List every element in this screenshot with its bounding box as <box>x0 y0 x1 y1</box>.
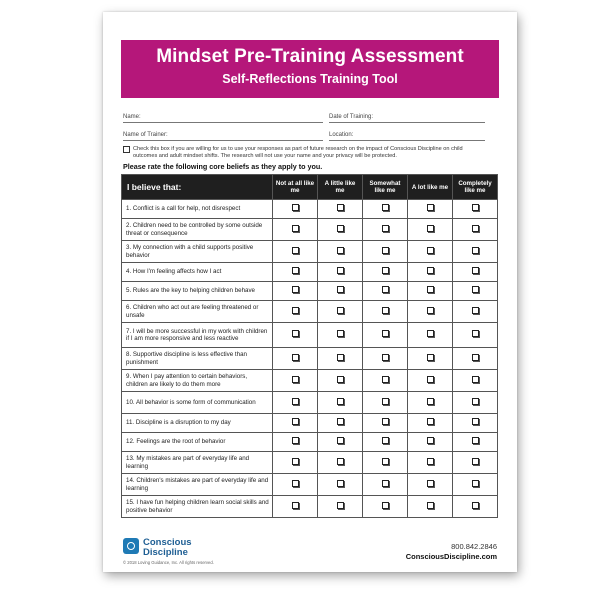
belief-row <box>122 219 498 241</box>
rating-cell <box>363 301 408 323</box>
belief-statement: 7. I will be more successful in my work with children if I am more responsive and less reactive <box>122 323 273 348</box>
rating-cell <box>273 474 318 496</box>
belief-row <box>122 301 498 323</box>
consent-checkbox[interactable] <box>123 146 130 153</box>
rating-checkbox[interactable] <box>292 267 299 274</box>
assessment-document <box>103 12 517 572</box>
rating-cell <box>408 200 453 219</box>
rating-checkbox[interactable] <box>472 418 479 425</box>
rating-checkbox[interactable] <box>382 458 389 465</box>
belief-row <box>122 323 498 348</box>
rating-checkbox[interactable] <box>337 225 344 232</box>
rating-cell <box>273 301 318 323</box>
rating-checkbox[interactable] <box>427 204 434 211</box>
rating-checkbox[interactable] <box>472 437 479 444</box>
rating-cell <box>363 200 408 219</box>
rating-cell <box>273 348 318 370</box>
logo-icon <box>123 538 139 554</box>
belief-row <box>122 392 498 414</box>
rating-checkbox[interactable] <box>337 307 344 314</box>
rating-cell <box>318 200 363 219</box>
rating-cell <box>453 263 498 282</box>
rating-checkbox[interactable] <box>472 502 479 509</box>
name-field[interactable]: Name: <box>123 114 323 123</box>
rating-cell <box>273 282 318 301</box>
rating-checkbox[interactable] <box>292 225 299 232</box>
belief-statement: 14. Children's mistakes are part of everyday life and learning <box>122 474 273 496</box>
rating-checkbox[interactable] <box>337 204 344 211</box>
rating-cell <box>318 263 363 282</box>
rating-cell <box>363 452 408 474</box>
rating-cell <box>408 496 453 518</box>
rating-checkbox[interactable] <box>337 398 344 405</box>
rating-cell <box>453 433 498 452</box>
rating-checkbox[interactable] <box>427 225 434 232</box>
rating-cell <box>273 452 318 474</box>
rating-cell <box>453 414 498 433</box>
rating-checkbox[interactable] <box>292 502 299 509</box>
rating-checkbox[interactable] <box>427 437 434 444</box>
rating-checkbox[interactable] <box>427 502 434 509</box>
rating-checkbox[interactable] <box>382 267 389 274</box>
rating-checkbox[interactable] <box>382 247 389 254</box>
rating-column-header: A lot like me <box>408 175 453 200</box>
logo-line-1: Conscious <box>143 537 192 548</box>
belief-statement: 2. Children need to be controlled by some outside threat or consequence <box>122 219 273 241</box>
rating-column-header: Not at all like me <box>273 175 318 200</box>
rating-cell <box>363 323 408 348</box>
rating-checkbox[interactable] <box>472 458 479 465</box>
rating-cell <box>408 219 453 241</box>
logo-wordmark <box>143 538 263 557</box>
rating-checkbox[interactable] <box>382 480 389 487</box>
rating-checkbox[interactable] <box>337 247 344 254</box>
rating-cell <box>408 370 453 392</box>
rating-checkbox[interactable] <box>427 307 434 314</box>
rating-cell <box>363 241 408 263</box>
rating-checkbox[interactable] <box>382 225 389 232</box>
rating-checkbox[interactable] <box>427 247 434 254</box>
rating-checkbox[interactable] <box>382 398 389 405</box>
rating-cell <box>408 348 453 370</box>
rating-checkbox[interactable] <box>337 418 344 425</box>
rating-cell <box>273 433 318 452</box>
belief-statement: 8. Supportive discipline is less effective than punishment <box>122 348 273 370</box>
rating-cell <box>453 392 498 414</box>
rating-cell <box>408 433 453 452</box>
belief-statement: 1. Conflict is a call for help, not disrespect <box>122 200 273 219</box>
rating-checkbox[interactable] <box>427 398 434 405</box>
copyright-text: © 2018 Loving Guidance, Inc. All rights reserved. <box>123 560 214 565</box>
rating-checkbox[interactable] <box>337 458 344 465</box>
rating-checkbox[interactable] <box>382 376 389 383</box>
belief-row <box>122 452 498 474</box>
rating-checkbox[interactable] <box>382 307 389 314</box>
rating-checkbox[interactable] <box>472 225 479 232</box>
rating-checkbox[interactable] <box>382 204 389 211</box>
rating-instruction: Please rate the following core beliefs as they apply to you. <box>123 162 323 171</box>
rating-cell <box>408 392 453 414</box>
rating-cell <box>273 241 318 263</box>
rating-cell <box>318 433 363 452</box>
rating-cell <box>273 219 318 241</box>
belief-statement: 6. Children who act out are feeling threatened or unsafe <box>122 301 273 323</box>
rating-cell <box>318 452 363 474</box>
rating-cell <box>318 414 363 433</box>
title-banner <box>121 40 499 98</box>
rating-cell <box>318 496 363 518</box>
rating-checkbox[interactable] <box>292 437 299 444</box>
rating-checkbox[interactable] <box>427 267 434 274</box>
rating-checkbox[interactable] <box>427 458 434 465</box>
rating-checkbox[interactable] <box>337 330 344 337</box>
rating-checkbox[interactable] <box>382 330 389 337</box>
rating-cell <box>408 241 453 263</box>
rating-cell <box>363 414 408 433</box>
rating-checkbox[interactable] <box>382 354 389 361</box>
research-consent <box>123 146 493 160</box>
rating-checkbox[interactable] <box>472 247 479 254</box>
rating-cell <box>273 370 318 392</box>
belief-statement: 9. When I pay attention to certain behaviors, children are likely to do them more <box>122 370 273 392</box>
rating-cell <box>273 323 318 348</box>
rating-cell <box>363 496 408 518</box>
rating-cell <box>318 392 363 414</box>
rating-checkbox[interactable] <box>292 286 299 293</box>
belief-row <box>122 414 498 433</box>
rating-checkbox[interactable] <box>292 376 299 383</box>
document-subtitle: Self-Reflections Training Tool <box>222 72 398 86</box>
rating-cell <box>363 263 408 282</box>
rating-column-header: A little like me <box>318 175 363 200</box>
rating-cell <box>273 496 318 518</box>
rating-cell <box>453 219 498 241</box>
rating-checkbox[interactable] <box>292 247 299 254</box>
belief-row <box>122 282 498 301</box>
rating-cell <box>273 200 318 219</box>
rating-checkbox[interactable] <box>472 330 479 337</box>
rating-checkbox[interactable] <box>472 286 479 293</box>
rating-cell <box>318 241 363 263</box>
belief-column-header: I believe that: <box>122 175 273 200</box>
rating-cell <box>453 474 498 496</box>
rating-cell <box>363 433 408 452</box>
rating-cell <box>453 282 498 301</box>
contact-info <box>406 542 497 562</box>
rating-cell <box>408 474 453 496</box>
rating-cell <box>318 219 363 241</box>
rating-checkbox[interactable] <box>292 307 299 314</box>
rating-cell <box>453 301 498 323</box>
phone-number: 800.842.2846 <box>451 542 497 551</box>
rating-checkbox[interactable] <box>337 480 344 487</box>
rating-checkbox[interactable] <box>292 480 299 487</box>
rating-checkbox[interactable] <box>472 376 479 383</box>
belief-statement: 4. How I'm feeling affects how I act <box>122 263 273 282</box>
rating-cell <box>453 496 498 518</box>
rating-checkbox[interactable] <box>337 502 344 509</box>
belief-row <box>122 263 498 282</box>
rating-checkbox[interactable] <box>337 437 344 444</box>
rating-column-header: Somewhat like me <box>363 175 408 200</box>
rating-cell <box>363 474 408 496</box>
rating-cell <box>453 370 498 392</box>
rating-cell <box>453 323 498 348</box>
rating-checkbox[interactable] <box>382 286 389 293</box>
rating-cell <box>408 414 453 433</box>
rating-checkbox[interactable] <box>292 330 299 337</box>
rating-cell <box>363 370 408 392</box>
rating-checkbox[interactable] <box>427 418 434 425</box>
website-link[interactable]: ConsciousDiscipline.com <box>405 552 497 561</box>
beliefs-rating-table <box>121 174 498 518</box>
rating-checkbox[interactable] <box>337 354 344 361</box>
rating-checkbox[interactable] <box>472 204 479 211</box>
rating-checkbox[interactable] <box>337 376 344 383</box>
logo-line-2: Discipline <box>143 546 188 558</box>
document-title: Mindset Pre-Training Assessment <box>156 46 464 67</box>
rating-checkbox[interactable] <box>472 307 479 314</box>
belief-row <box>122 496 498 518</box>
rating-cell <box>318 370 363 392</box>
consent-text: Check this box if you are willing for us to use your responses as part of future research on the impact of Conscious Discipline on child outcomes and adult mindset shifts. The research will not use your name and your privacy will be protected. <box>133 146 463 159</box>
belief-statement: 5. Rules are the key to helping children behave <box>122 282 273 301</box>
rating-cell <box>408 282 453 301</box>
belief-statement: 13. My mistakes are part of everyday life and learning <box>122 452 273 474</box>
rating-checkbox[interactable] <box>427 286 434 293</box>
rating-checkbox[interactable] <box>382 437 389 444</box>
rating-checkbox[interactable] <box>472 267 479 274</box>
rating-cell <box>273 414 318 433</box>
rating-cell <box>408 263 453 282</box>
rating-checkbox[interactable] <box>292 354 299 361</box>
rating-cell <box>318 348 363 370</box>
rating-checkbox[interactable] <box>292 398 299 405</box>
rating-checkbox[interactable] <box>472 354 479 361</box>
rating-cell <box>318 301 363 323</box>
rating-cell <box>453 241 498 263</box>
rating-checkbox[interactable] <box>427 330 434 337</box>
belief-row <box>122 348 498 370</box>
rating-checkbox[interactable] <box>337 267 344 274</box>
rating-checkbox[interactable] <box>472 480 479 487</box>
rating-cell <box>318 282 363 301</box>
rating-checkbox[interactable] <box>382 502 389 509</box>
rating-checkbox[interactable] <box>292 458 299 465</box>
belief-row <box>122 241 498 263</box>
rating-cell <box>363 219 408 241</box>
belief-statement: 3. My connection with a child supports positive behavior <box>122 241 273 263</box>
trainer-name-field[interactable]: Name of Trainer: <box>123 132 323 141</box>
belief-statement: 15. I have fun helping children learn social skills and positive behavior <box>122 496 273 518</box>
rating-checkbox[interactable] <box>292 418 299 425</box>
rating-cell <box>318 323 363 348</box>
rating-cell <box>273 392 318 414</box>
belief-statement: 12. Feelings are the root of behavior <box>122 433 273 452</box>
belief-row <box>122 474 498 496</box>
rating-cell <box>453 348 498 370</box>
rating-cell <box>453 452 498 474</box>
rating-cell <box>408 301 453 323</box>
rating-checkbox[interactable] <box>337 286 344 293</box>
belief-statement: 11. Discipline is a disruption to my day <box>122 414 273 433</box>
rating-column-header: Completely like me <box>453 175 498 200</box>
date-of-training-field[interactable]: Date of Training: <box>329 114 485 123</box>
table-header-row <box>122 175 498 200</box>
rating-cell <box>363 282 408 301</box>
belief-row <box>122 200 498 219</box>
rating-checkbox[interactable] <box>382 418 389 425</box>
belief-row <box>122 433 498 452</box>
rating-checkbox[interactable] <box>427 376 434 383</box>
rating-cell <box>363 392 408 414</box>
belief-row <box>122 370 498 392</box>
belief-statement: 10. All behavior is some form of communication <box>122 392 273 414</box>
rating-checkbox[interactable] <box>427 354 434 361</box>
rating-checkbox[interactable] <box>427 480 434 487</box>
rating-cell <box>318 474 363 496</box>
location-field[interactable]: Location: <box>329 132 485 141</box>
rating-checkbox[interactable] <box>292 204 299 211</box>
rating-cell <box>408 452 453 474</box>
rating-cell <box>453 200 498 219</box>
rating-checkbox[interactable] <box>472 398 479 405</box>
rating-cell <box>363 348 408 370</box>
rating-cell <box>273 263 318 282</box>
rating-cell <box>408 323 453 348</box>
